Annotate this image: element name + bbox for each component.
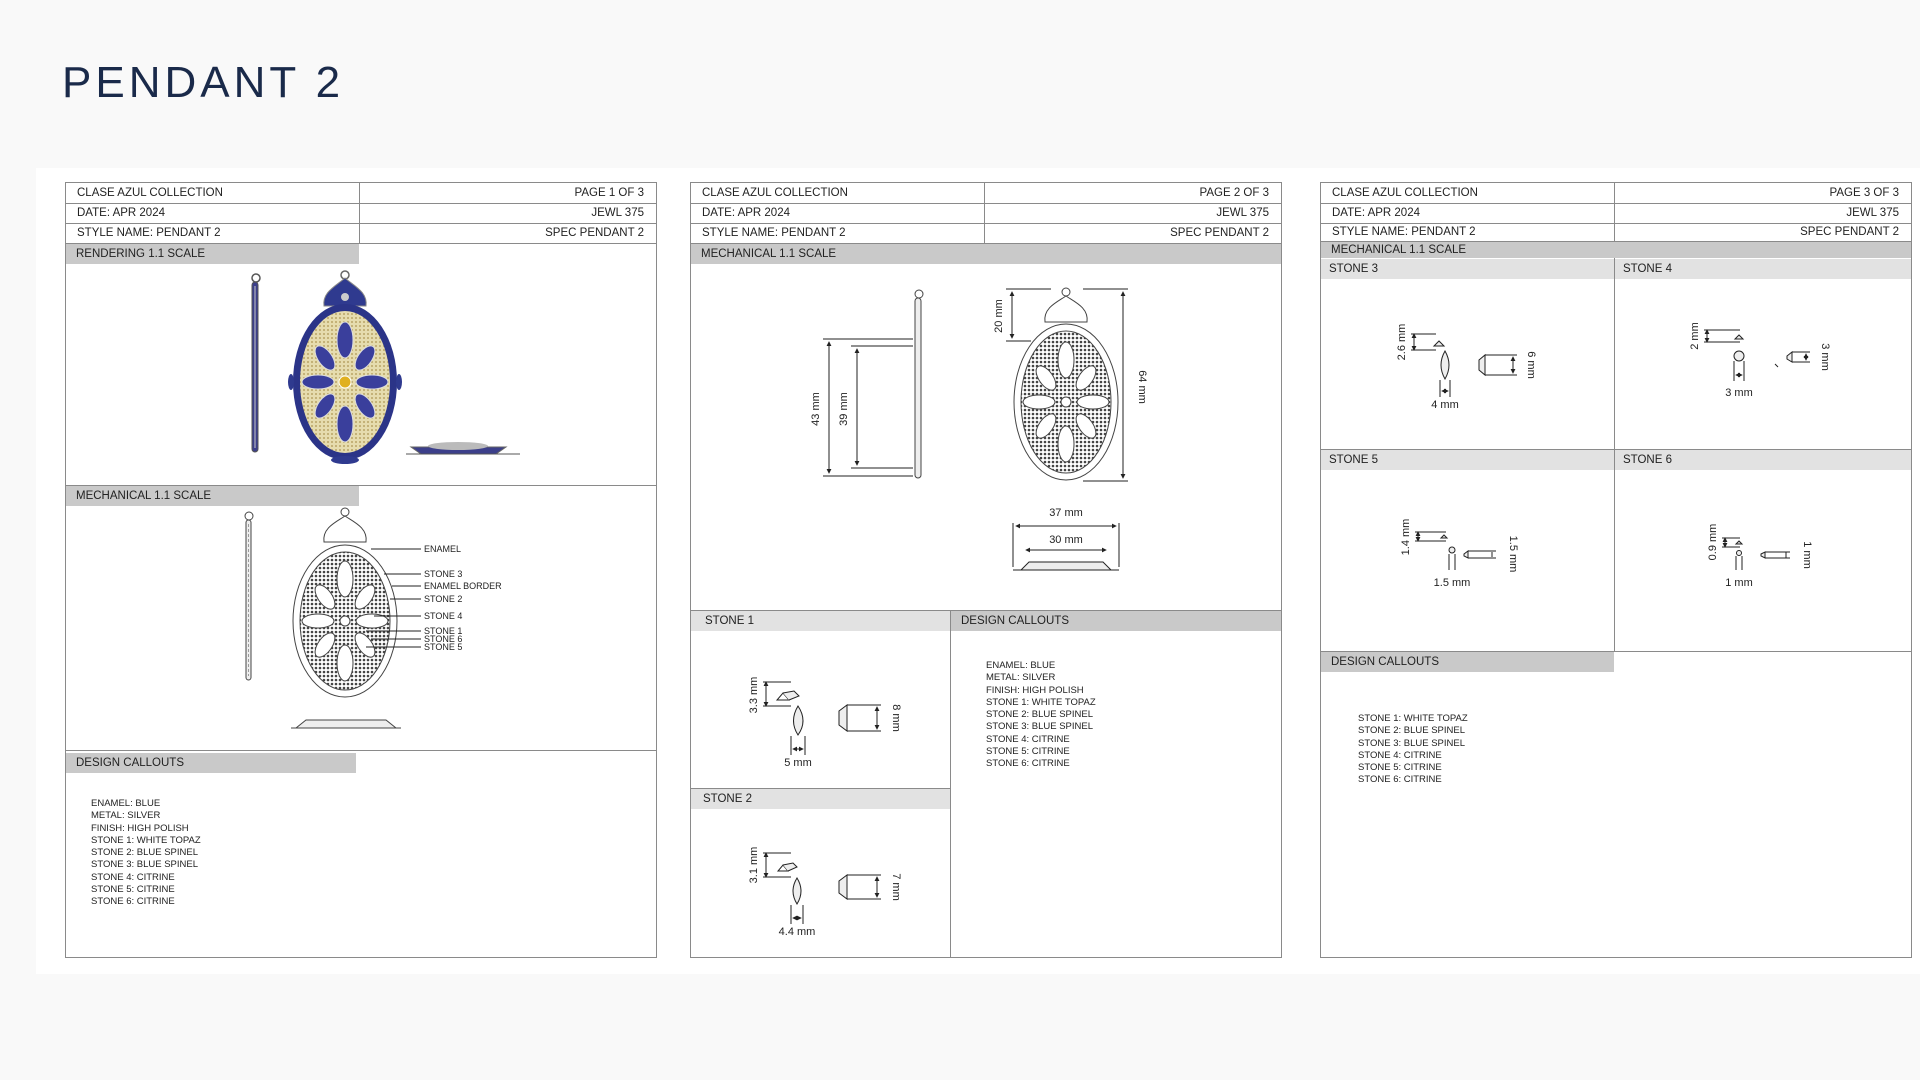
header-row-collection: [66, 183, 656, 204]
callout-item: STONE 4: CITRINE: [91, 871, 175, 883]
stone-2-width: 4.4 mm: [778, 926, 816, 938]
stone-2-drawing: [691, 809, 950, 957]
header-row-collection: [691, 183, 1281, 204]
callout-item: STONE 3: BLUE SPINEL: [986, 721, 1094, 733]
design-callouts-list: [1358, 713, 1468, 787]
pendant-rendering: [66, 264, 656, 486]
spec-sheet-page-2: [690, 182, 1282, 958]
collection-name: CLASE AZUL COLLECTION: [1332, 187, 1478, 199]
part-label-stone-2: STONE 2: [424, 594, 463, 604]
stone-5-width: 1.5 mm: [1433, 577, 1471, 589]
stone-6-width: 1 mm: [1725, 577, 1753, 589]
mechanical-section-label: MECHANICAL 1.1 SCALE: [691, 244, 1281, 264]
stone-3-label: STONE 3: [1321, 259, 1614, 279]
stone-6-depth: 1 mm: [1801, 541, 1813, 569]
mechanical-dimension-drawing: [691, 264, 1281, 610]
part-label-stone-6: STONE 6: [424, 634, 463, 644]
callout-item: STONE 5: CITRINE: [91, 884, 175, 896]
spec-sheet-page-3: [1320, 182, 1912, 958]
callout-item: STONE 6: CITRINE: [91, 896, 175, 908]
page-title: PENDANT 2: [62, 58, 345, 107]
callout-item: STONE 4: CITRINE: [1358, 749, 1442, 761]
stone-1-drawing: [691, 631, 950, 769]
date-text: DATE: APR 2024: [1332, 207, 1420, 219]
stone-6-drawing: [1615, 470, 1911, 650]
rendering-section-label: RENDERING 1.1 SCALE: [66, 244, 359, 264]
stone-2-depth: 7 mm: [890, 873, 902, 901]
mechanical-section-label: MECHANICAL 1.1 SCALE: [1321, 242, 1911, 258]
spec-sheet-page-1: [65, 182, 657, 958]
callout-item: STONE 3: BLUE SPINEL: [91, 859, 199, 871]
date-text: DATE: APR 2024: [702, 207, 790, 219]
header-row-date: [66, 203, 656, 224]
part-label-stone-5: STONE 5: [424, 642, 463, 652]
stone-5-depth: 1.5 mm: [1507, 535, 1519, 573]
callout-item: STONE 2: BLUE SPINEL: [986, 709, 1094, 721]
stone-5-label: STONE 5: [1321, 450, 1614, 470]
page-number: PAGE 3 OF 3: [1829, 187, 1899, 199]
stone-5-height: 1.4 mm: [1400, 518, 1412, 556]
stone-1-label: STONE 1: [691, 611, 950, 631]
callout-item: STONE 4: CITRINE: [986, 733, 1070, 745]
callout-item: FINISH: HIGH POLISH: [986, 684, 1084, 696]
style-name: STYLE NAME: PENDANT 2: [77, 227, 221, 239]
dimension-overall-64: 64 mm: [1136, 370, 1148, 404]
dimension-width-37: 37 mm: [1049, 507, 1083, 519]
callout-item: STONE 5: CITRINE: [986, 746, 1070, 758]
callout-item: ENAMEL: BLUE: [986, 660, 1056, 671]
callout-item: STONE 1: WHITE TOPAZ: [1358, 713, 1468, 724]
jewl-code: JEWL 375: [1216, 207, 1269, 219]
stone-4-depth: 3 mm: [1819, 343, 1831, 371]
stone-3-drawing: [1321, 279, 1614, 449]
stone-6-height: 0.9 mm: [1707, 523, 1719, 561]
spec-name: SPEC PENDANT 2: [1170, 227, 1269, 239]
stone-1-height: 3.3 mm: [748, 676, 760, 714]
stone-3-width: 4 mm: [1431, 399, 1459, 411]
stone-3-height: 2.6 mm: [1396, 323, 1408, 361]
dimension-height-43: 43 mm: [810, 392, 822, 426]
header-row-date: [1321, 203, 1911, 224]
callout-item: FINISH: HIGH POLISH: [91, 822, 189, 834]
callout-item: ENAMEL: BLUE: [91, 798, 161, 809]
part-label-enamel: ENAMEL: [424, 544, 462, 554]
pendant-mechanical-drawing: [66, 506, 656, 746]
stone-3-depth: 6 mm: [1525, 351, 1537, 379]
page-number: PAGE 2 OF 3: [1199, 187, 1269, 199]
callout-item: METAL: SILVER: [986, 672, 1056, 684]
stone-4-drawing: [1615, 279, 1911, 449]
collection-name: CLASE AZUL COLLECTION: [702, 187, 848, 199]
header-row-collection: [1321, 183, 1911, 204]
callout-item: STONE 5: CITRINE: [1358, 762, 1442, 774]
stone-1-depth: 8 mm: [890, 704, 902, 732]
callout-item: STONE 6: CITRINE: [1358, 774, 1442, 786]
header-row-date: [691, 203, 1281, 224]
part-label-stone-1: STONE 1: [424, 626, 463, 636]
stone-1-width: 5 mm: [784, 757, 812, 769]
design-callouts-label: DESIGN CALLOUTS: [66, 753, 356, 773]
stone-2-height: 3.1 mm: [748, 846, 760, 884]
collection-name: CLASE AZUL COLLECTION: [77, 187, 223, 199]
mechanical-section-label: MECHANICAL 1.1 SCALE: [66, 486, 359, 506]
design-callouts-list: [91, 798, 201, 909]
style-name: STYLE NAME: PENDANT 2: [1332, 226, 1476, 238]
dimension-width-30: 30 mm: [1049, 534, 1083, 546]
callout-item: STONE 1: WHITE TOPAZ: [91, 834, 201, 846]
stone-4-height: 2 mm: [1689, 322, 1701, 350]
callout-item: METAL: SILVER: [91, 810, 161, 822]
spec-name: SPEC PENDANT 2: [545, 227, 644, 239]
design-callouts-label: DESIGN CALLOUTS: [1321, 652, 1614, 672]
callout-item: STONE 2: BLUE SPINEL: [91, 847, 199, 859]
date-text: DATE: APR 2024: [77, 207, 165, 219]
stone-4-width: 3 mm: [1725, 387, 1753, 399]
part-label-enamel-border: ENAMEL BORDER: [424, 581, 502, 591]
header-row-style: [691, 223, 1281, 244]
callout-item: STONE 3: BLUE SPINEL: [1358, 737, 1466, 749]
stone-5-drawing: [1321, 470, 1614, 650]
jewl-code: JEWL 375: [1846, 207, 1899, 219]
stone-4-label: STONE 4: [1615, 259, 1911, 279]
style-name: STYLE NAME: PENDANT 2: [702, 227, 846, 239]
design-callouts-list: [986, 660, 1096, 771]
rendering-side-view: [252, 274, 260, 452]
design-callouts-label: DESIGN CALLOUTS: [951, 611, 1281, 631]
callout-item: STONE 2: BLUE SPINEL: [1358, 725, 1466, 737]
header-row-style: [1321, 223, 1911, 242]
spec-name: SPEC PENDANT 2: [1800, 226, 1899, 238]
stone-2-label: STONE 2: [691, 789, 950, 809]
callout-item: STONE 1: WHITE TOPAZ: [986, 696, 1096, 708]
callout-item: STONE 6: CITRINE: [986, 758, 1070, 770]
dimension-top-20: 20 mm: [993, 299, 1005, 333]
page-number: PAGE 1 OF 3: [574, 187, 644, 199]
rendering-front-view: [288, 271, 402, 464]
stone-6-label: STONE 6: [1615, 450, 1911, 470]
part-label-stone-3: STONE 3: [424, 569, 463, 579]
dimension-height-39: 39 mm: [838, 392, 850, 426]
header-row-style: [66, 223, 656, 244]
rendering-bottom-view: [406, 442, 520, 454]
jewl-code: JEWL 375: [591, 207, 644, 219]
part-label-stone-4: STONE 4: [424, 611, 463, 621]
